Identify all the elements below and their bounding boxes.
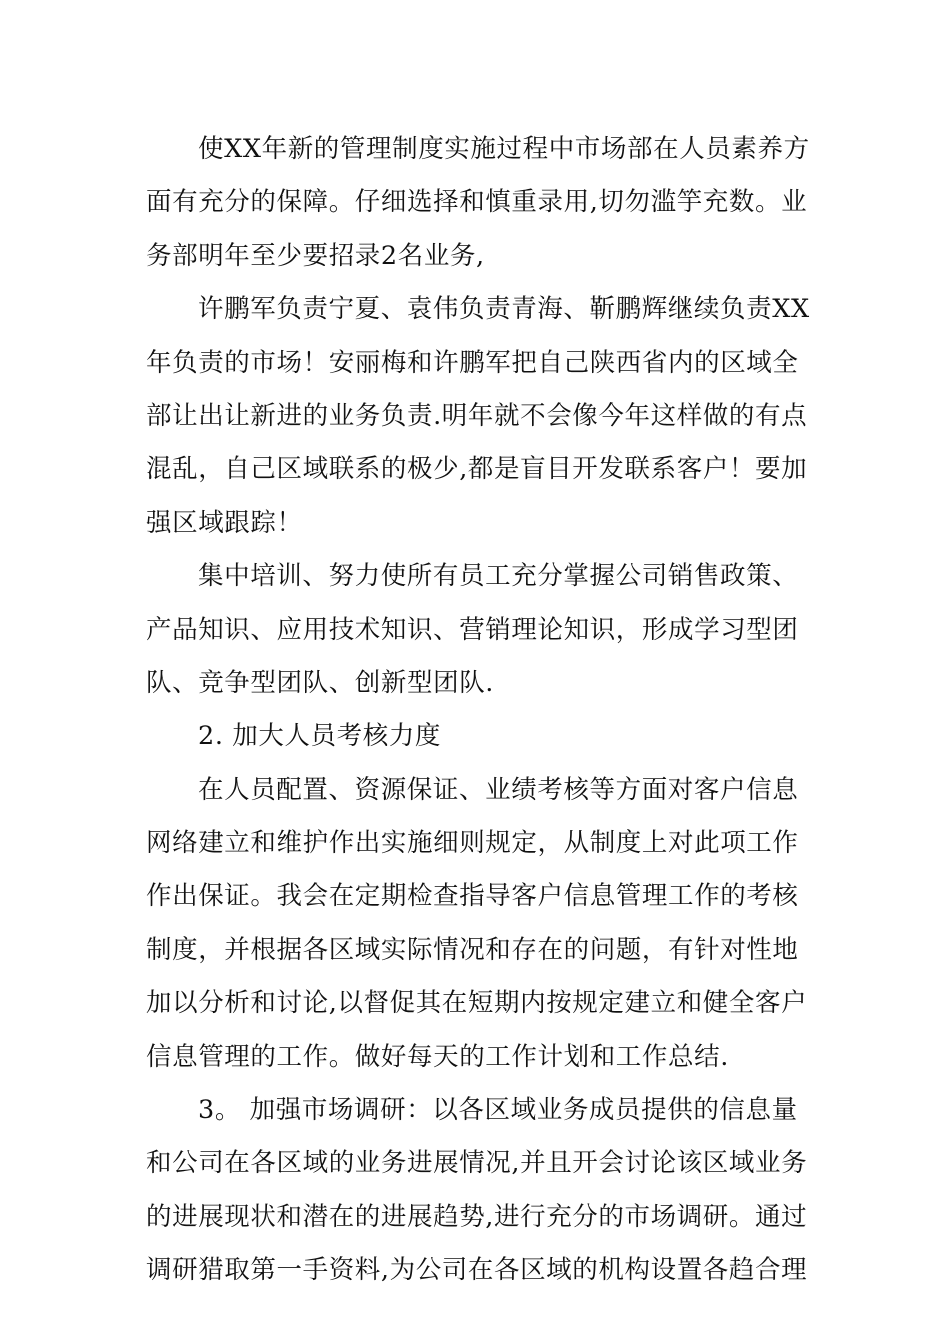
paragraph-line: 混乱，自己区域联系的极少,都是盲目开发联系客户！要加 xyxy=(146,454,808,485)
paragraph-line: 集中培训、努力使所有员工充分掌握公司销售政策、 xyxy=(198,561,799,592)
paragraph-line: 务部明年至少要招录2名业务, xyxy=(146,240,485,271)
paragraph-line: 和公司在各区域的业务进展情况,并且开会讨论该区域业务 xyxy=(146,1148,808,1179)
paragraph-line: 面有充分的保障。仔细选择和慎重录用,切勿滥竽充数。业 xyxy=(146,187,808,218)
paragraph-line: 作出保证。我会在定期检查指导客户信息管理工作的考核 xyxy=(146,881,799,912)
paragraph-line: 许鹏军负责宁夏、袁伟负责青海、靳鹏辉继续负责XX xyxy=(198,294,810,325)
section-heading: 2. 加大人员考核力度 xyxy=(198,721,442,752)
paragraph-line: 年负责的市场！安丽梅和许鹏军把自己陕西省内的区域全 xyxy=(146,347,799,378)
paragraph-line: 在人员配置、资源保证、业绩考核等方面对客户信息 xyxy=(198,774,799,805)
paragraph-line: 强区域跟踪！ xyxy=(146,507,303,538)
paragraph-line: 调研猎取第一手资料,为公司在各区域的机构设置各趋合理 xyxy=(146,1255,808,1286)
paragraph-line: 的进展现状和潜在的进展趋势,进行充分的市场调研。通过 xyxy=(146,1201,808,1232)
paragraph-line: 加以分析和讨论,以督促其在短期内按规定建立和健全客户 xyxy=(146,988,808,1019)
paragraph-line: 信息管理的工作。做好每天的工作计划和工作总结. xyxy=(146,1041,729,1072)
paragraph-line: 3。 加强市场调研：以各区域业务成员提供的信息量 xyxy=(198,1095,798,1126)
paragraph-line: 制度，并根据各区域实际情况和存在的问题，有针对性地 xyxy=(146,934,799,965)
paragraph-line: 产品知识、应用技术知识、营销理论知识，形成学习型团 xyxy=(146,614,799,645)
paragraph-line: 部让出让新进的业务负责.明年就不会像今年这样做的有点 xyxy=(146,400,808,431)
paragraph-line: 使XX年新的管理制度实施过程中市场部在人员素养方 xyxy=(198,134,810,164)
document-body xyxy=(146,123,810,1298)
paragraph-line: 网络建立和维护作出实施细则规定，从制度上对此项工作 xyxy=(146,828,799,859)
paragraph-line: 队、竞争型团队、创新型团队. xyxy=(146,667,495,698)
